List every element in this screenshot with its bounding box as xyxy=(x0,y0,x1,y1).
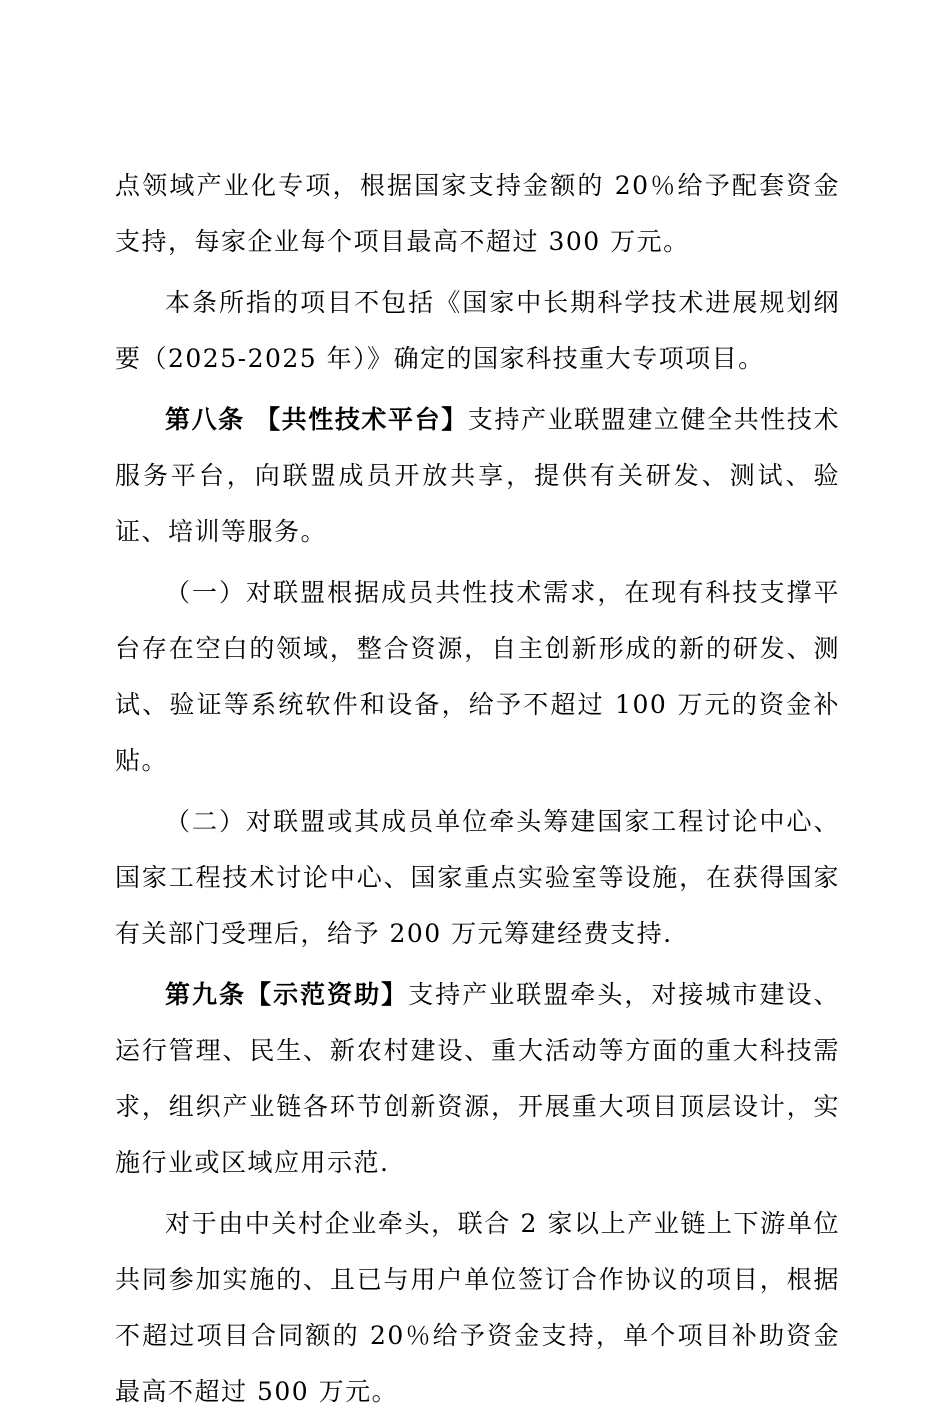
paragraph-continuation xyxy=(115,158,840,270)
paragraph-text: 对于由中关村企业牵头，联合 2 家以上产业链上下游单位共同参加实施的、且已与用户单位签订合作协议的项目，根据不超过项目合同额的 20％给予资金支持，单个项目补助资金最高不超过 500 万元。 xyxy=(115,1209,840,1406)
paragraph-text: 支持产业联盟牵头，对接城市建设、运行管理、民生、新农村建设、重大活动等方面的重大科技需求，组织产业链各环节创新资源，开展重大项目顶层设计，实施行业或区域应用示范. xyxy=(115,980,840,1177)
paragraph-text: 点领域产业化专项，根据国家支持金额的 20％给予配套资金支持，每家企业每个项目最高不超过 300 万元。 xyxy=(115,171,840,256)
article-heading: 第九条【示范资助】 xyxy=(165,980,409,1009)
article-eight xyxy=(115,392,840,560)
article-eight-item-two xyxy=(115,794,840,962)
article-heading: 第八条 【共性技术平台】 xyxy=(165,405,468,434)
paragraph-exclusion-note xyxy=(115,275,840,387)
paragraph-text: （二）对联盟或其成员单位牵头筹建国家工程讨论中心、国家工程技术讨论中心、国家重点实验室等设施，在获得国家有关部门受理后，给予 200 万元筹建经费支持. xyxy=(115,807,840,948)
article-nine-funding-detail xyxy=(115,1196,840,1420)
paragraph-text: （一）对联盟根据成员共性技术需求，在现有科技支撑平台存在空白的领域，整合资源，自主创新形成的新的研发、测试、验证等系统软件和设备，给予不超过 100 万元的资金补贴。 xyxy=(115,578,840,775)
paragraph-text: 支持产业联盟建立健全共性技术服务平台，向联盟成员开放共享，提供有关研发、测试、验证、培训等服务。 xyxy=(115,405,840,546)
article-nine xyxy=(115,967,840,1191)
document-body xyxy=(115,158,840,1425)
paragraph-text: 本条所指的项目不包括《国家中长期科学技术进展规划纲要（2025-2025 年）》确定的国家科技重大专项项目。 xyxy=(115,288,840,373)
article-eight-item-one xyxy=(115,565,840,789)
